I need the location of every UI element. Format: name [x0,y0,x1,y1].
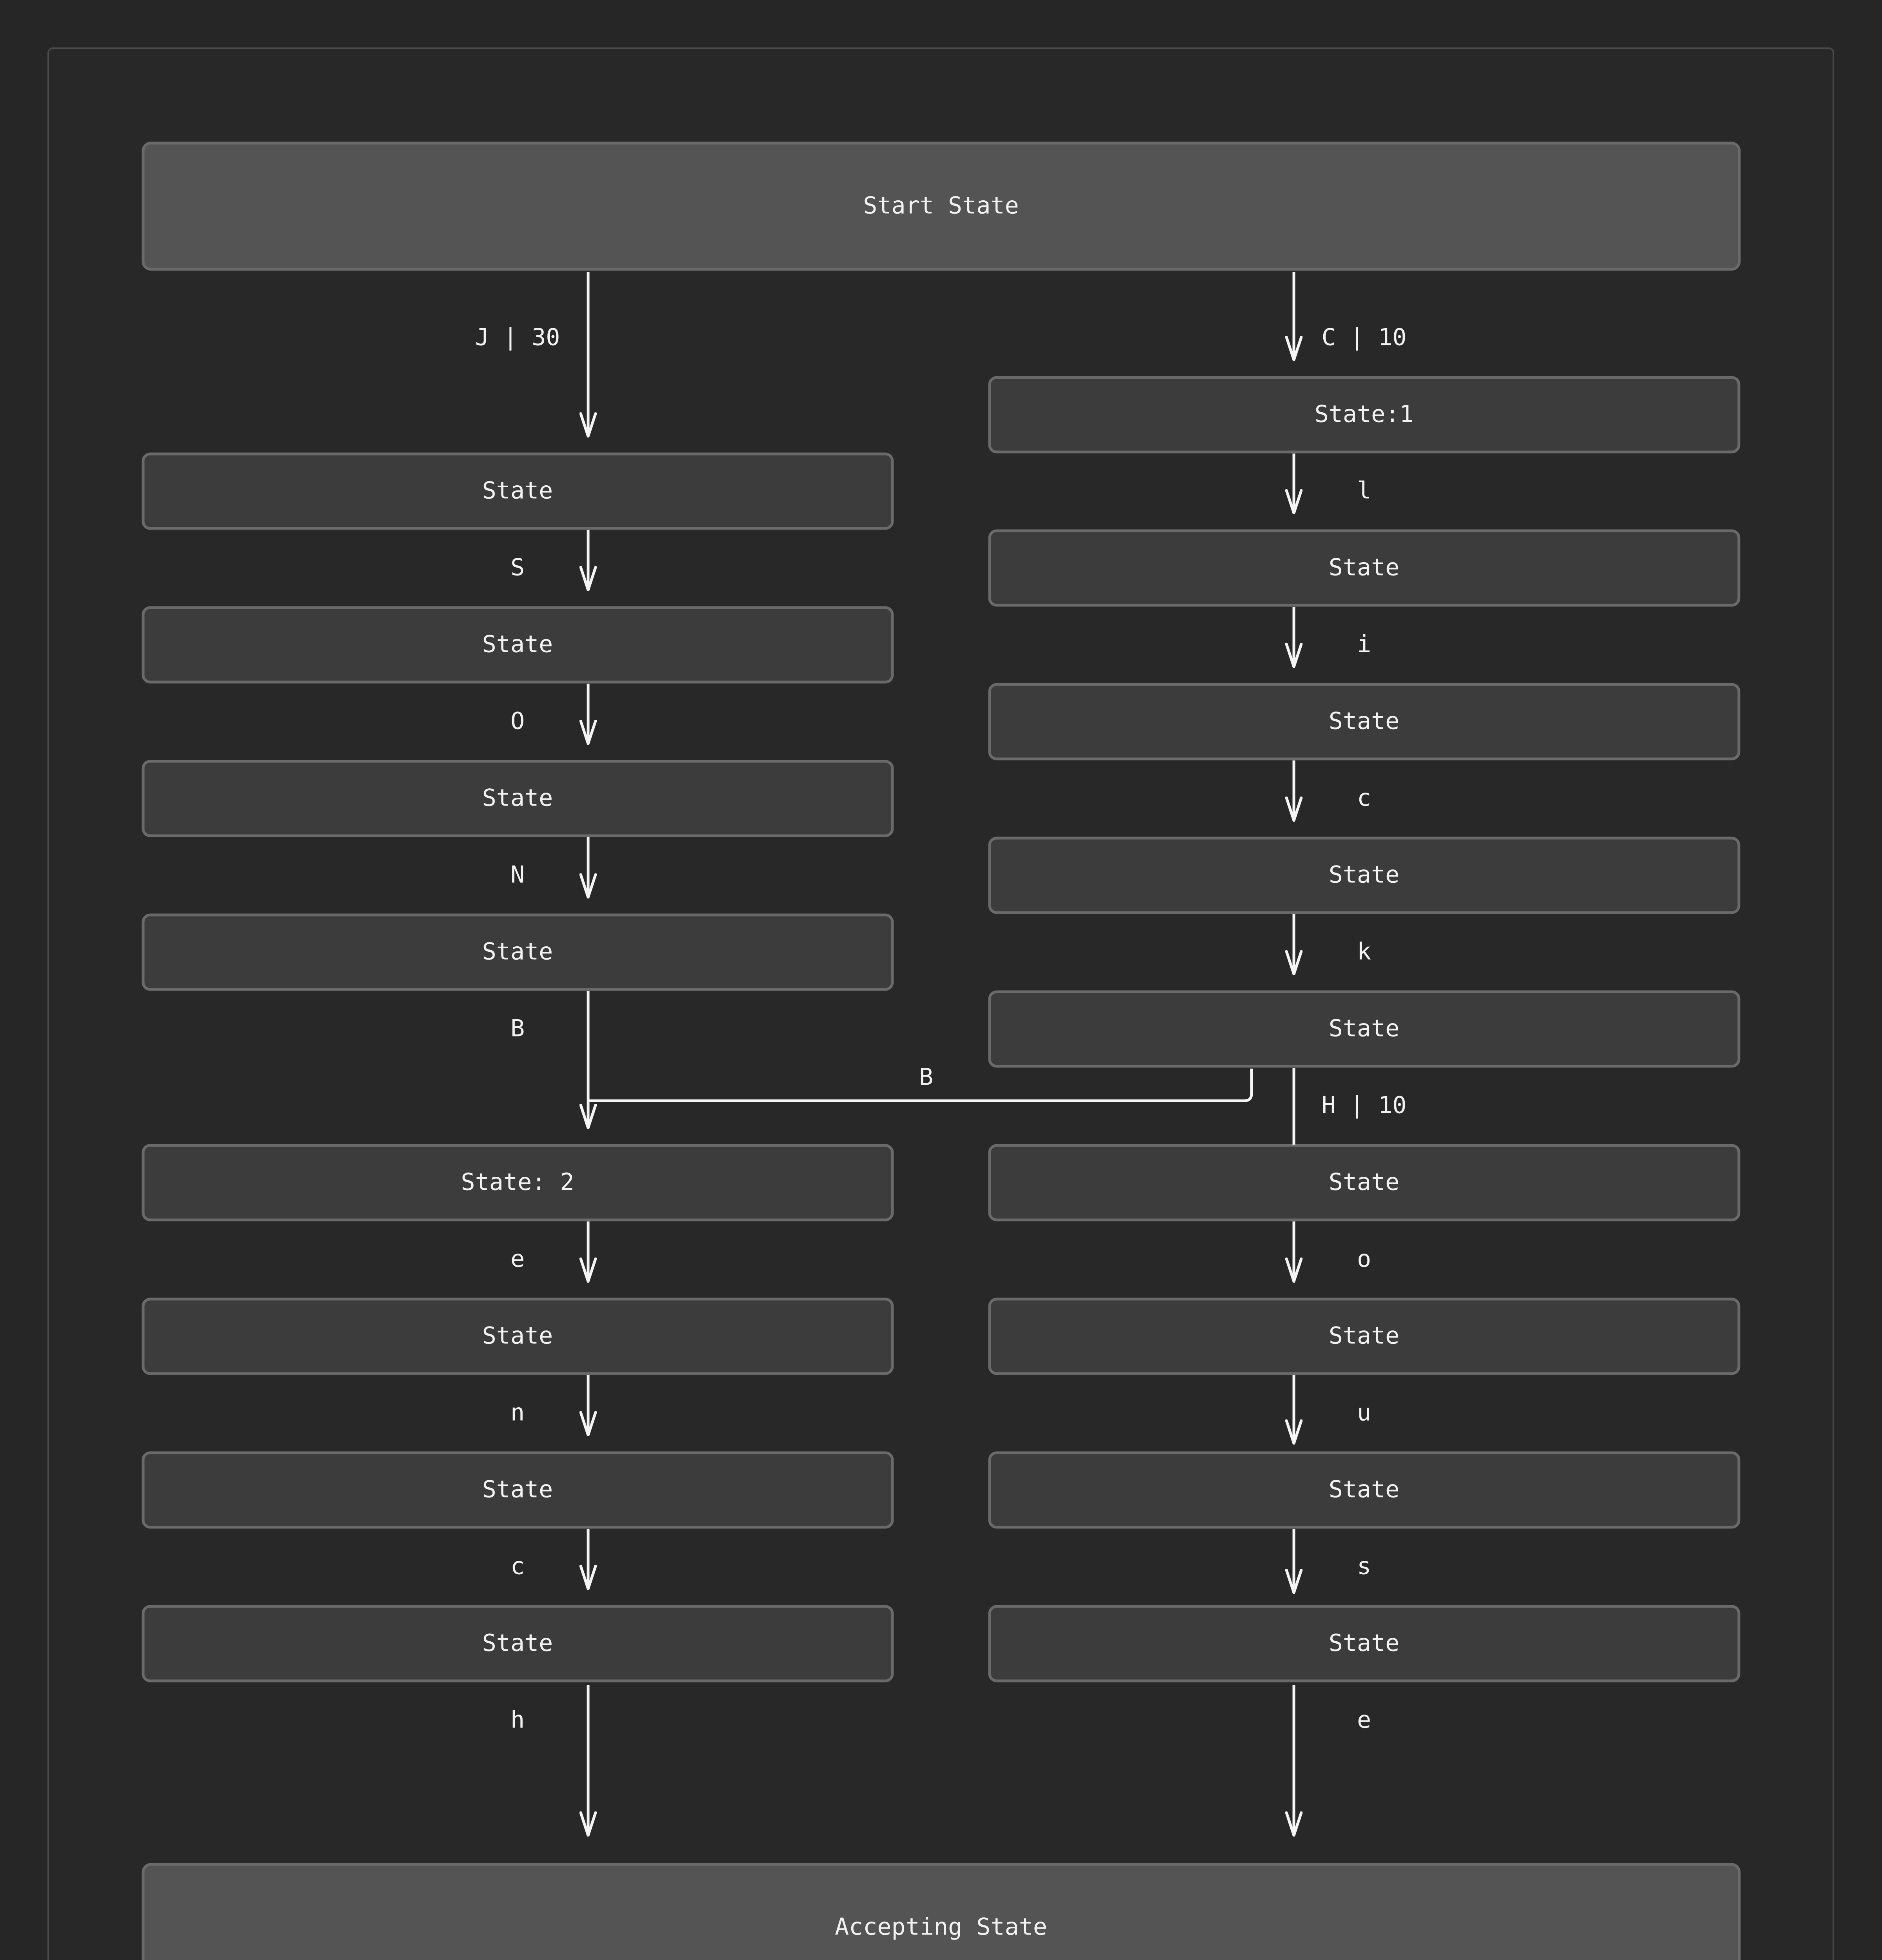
right-state-label: State [1328,1629,1400,1657]
right-state-label: State [1328,707,1400,735]
edge-label: O [510,707,525,735]
right-state-node-2[interactable] [990,531,1739,605]
edge-label: o [1357,1245,1372,1273]
right-state-node-6[interactable] [990,1145,1739,1220]
right-state-node-3[interactable] [990,684,1739,759]
right-state-label: State [1328,1014,1400,1042]
left-state-node-1[interactable] [143,454,892,528]
edge-left-3 [510,837,588,897]
edge-right-4 [1294,914,1371,974]
edge-label: h [510,1706,525,1734]
edge-label: s [1357,1552,1372,1580]
edge-right-5 [1294,1068,1406,1145]
edge-right-6 [1294,1221,1371,1281]
edge-label: k [1357,938,1372,965]
right-state-label: State:1 [1314,400,1414,428]
accepting-state-node[interactable] [143,1864,1739,1960]
edge-cross [588,1063,1252,1128]
edge-label: n [510,1399,525,1426]
right-state-1-node[interactable] [990,377,1739,452]
edge-label: c [510,1552,525,1580]
left-state-label: State: 2 [461,1168,574,1196]
left-state-node-2[interactable] [143,608,892,682]
left-state-label: State [482,784,553,812]
right-state-node-7[interactable] [990,1299,1739,1374]
edge-left-4 [510,991,588,1128]
left-state-node-6[interactable] [143,1299,892,1374]
edge-label: u [1357,1399,1372,1426]
edge-left-7 [510,1529,588,1589]
left-state-label: State [482,630,553,658]
start-state-label: Start State [863,192,1019,220]
edge-label: l [1357,477,1372,505]
left-state-node-4[interactable] [143,915,892,989]
edge-left-8 [510,1685,588,1835]
edge-start-left [475,272,588,436]
edge-label: i [1357,630,1372,658]
edge-label: B [919,1063,934,1091]
edge-start-right [1294,272,1406,360]
right-state-node-5[interactable] [990,992,1739,1066]
edge-left-6 [510,1375,588,1435]
left-state-label: State [482,1629,553,1657]
left-state-label: State [482,1322,553,1350]
edge-label: N [510,861,525,889]
right-state-label: State [1328,861,1400,889]
left-state-label: State [482,1475,553,1503]
edge-left-1 [510,530,588,590]
right-state-label: State [1328,1475,1400,1503]
edge-label: J | 30 [475,323,560,351]
edge-label: B [510,1014,525,1042]
edge-label: C | 10 [1321,323,1407,351]
left-state-node-8[interactable] [143,1606,892,1681]
edge-label: e [510,1245,525,1273]
edge-right-8 [1294,1529,1371,1593]
accepting-state-label: Accepting State [835,1913,1047,1941]
right-state-node-4[interactable] [990,838,1739,913]
edge-right-1 [1294,454,1371,513]
left-state-node-3[interactable] [143,761,892,836]
right-state-label: State [1328,554,1400,581]
left-state-2-node[interactable] [143,1145,892,1220]
edge-label: c [1357,784,1372,812]
edge-right-2 [1294,607,1371,667]
edge-label: e [1357,1706,1372,1734]
edge-left-5 [510,1221,588,1281]
left-state-label: State [482,938,553,965]
edge-right-3 [1294,760,1371,820]
edge-left-2 [510,684,588,744]
edge-right-7 [1294,1375,1371,1443]
edge-label: S [510,554,525,581]
right-state-label: State [1328,1322,1400,1350]
left-state-label: State [482,477,553,505]
right-state-node-9[interactable] [990,1606,1739,1681]
right-state-node-8[interactable] [990,1453,1739,1527]
left-state-node-7[interactable] [143,1453,892,1527]
right-state-label: State [1328,1168,1400,1196]
start-state-node[interactable] [143,143,1739,269]
edge-right-9 [1294,1685,1371,1835]
edge-label: H | 10 [1321,1091,1407,1119]
